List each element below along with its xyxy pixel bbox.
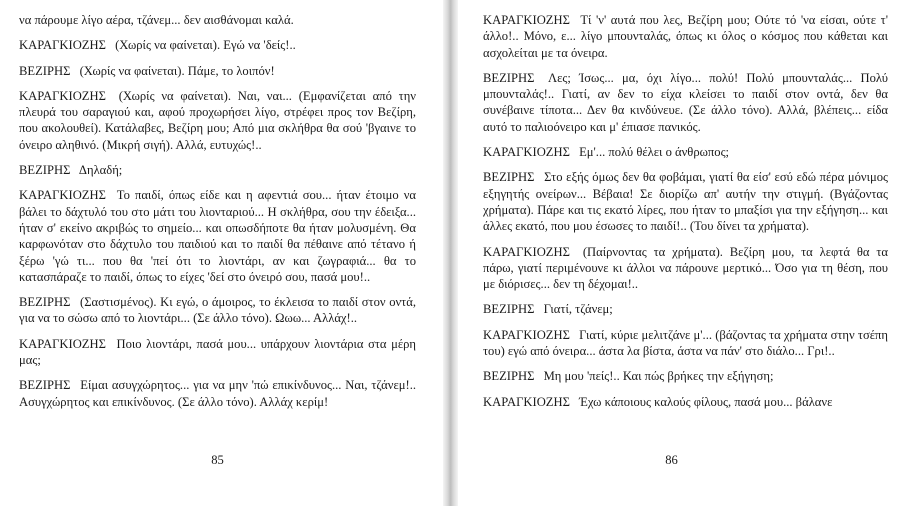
dialogue-text: Εμ'... πολύ θέλει ο άνθρωπος; bbox=[579, 145, 730, 160]
page-number: 86 bbox=[665, 453, 678, 467]
speaker-name: ΒΕΖΙΡΗΣ bbox=[19, 63, 71, 78]
paragraph bbox=[483, 301, 888, 317]
dialogue-text: Έχω κάποιους καλούς φίλους, πασά μου... βάλανε bbox=[579, 394, 833, 409]
paragraph bbox=[483, 368, 888, 384]
left-page bbox=[0, 0, 443, 506]
paragraph bbox=[19, 63, 416, 79]
dialogue-text: (Χωρίς να φαίνεται). Πάμε, το λοιπόν! bbox=[79, 63, 275, 78]
paragraph bbox=[19, 377, 416, 410]
speaker-name: ΒΕΖΙΡΗΣ bbox=[483, 302, 535, 317]
paragraph bbox=[19, 336, 416, 369]
dialogue-text: Γιατί, κύριε μελιτζάνε μ'... (βάζοντας τα χρήματα στην τσέπη του) εγώ από όνειρα... άστα λα βίστα, άστα να πάν' στο διάλο... Γρι!.. bbox=[483, 327, 888, 359]
dialogue-text: Στο εξής όμως δεν θα φοβάμαι, γιατί θα είσ' εσύ εδώ πέρα μόνιμος εξηγητής ονείρων... Βέβαια! Σε διορίζω απ' αυτήν την στιγμή. (Βγάζοντας χρήματα). Πάρε και τις εκατό λίρες, που ήταν το μπαξίσι για την εξήγηση... και άλλες εκατό, που μου έσωσες το παιδί!.. (Του δίνει τα χρήματα). bbox=[483, 170, 888, 234]
page-number: 85 bbox=[211, 453, 224, 467]
dialogue-text: να πάρουμε λίγο αέρα, τζάνεμ... δεν αισθάνομαι καλά. bbox=[19, 13, 294, 27]
speaker-name: ΚΑΡΑΓΚΙΟΖΗΣ bbox=[483, 145, 570, 160]
paragraph bbox=[483, 394, 888, 410]
paragraph bbox=[19, 187, 416, 285]
speaker-name: ΒΕΖΙΡΗΣ bbox=[19, 163, 71, 178]
speaker-name: ΚΑΡΑΓΚΙΟΖΗΣ bbox=[483, 13, 570, 27]
speaker-name: ΚΑΡΑΓΚΙΟΖΗΣ bbox=[483, 327, 570, 342]
paragraph bbox=[19, 12, 416, 28]
paragraph bbox=[483, 327, 888, 360]
paragraph bbox=[19, 294, 416, 327]
speaker-name: ΚΑΡΑΓΚΙΟΖΗΣ bbox=[19, 38, 106, 53]
dialogue-text: (Σαστισμένος). Κι εγώ, ο άμοιρος, το έκλεισα το παιδί στον οντά, για να το σώσω από το λιοντάρι... (Σε άλλο τόνο). Ωωω... Αλλάχ!.. bbox=[19, 295, 416, 326]
right-page-text bbox=[483, 12, 888, 419]
dialogue-text: (Παίρνοντας τα χρήματα). Βεζίρη μου, τα λεφτά θα τα πάρω, γιατί περιμένουνε κι άλλοι να πάρουνε μερτικό... Όσο για τη θέση, που με διόρισες... δεν τη δέχομαι!.. bbox=[483, 244, 888, 292]
paragraph bbox=[19, 37, 416, 53]
dialogue-text: (Χωρίς να φαίνεται). Εγώ να 'δείς!.. bbox=[115, 38, 296, 53]
speaker-name: ΚΑΡΑΓΚΙΟΖΗΣ bbox=[483, 394, 570, 409]
speaker-name: ΚΑΡΑΓΚΙΟΖΗΣ bbox=[19, 336, 106, 351]
paragraph bbox=[483, 244, 888, 293]
paragraph bbox=[483, 12, 888, 61]
paragraph bbox=[19, 162, 416, 178]
right-page bbox=[458, 0, 901, 506]
dialogue-text: Δηλαδή; bbox=[78, 163, 123, 178]
dialogue-text: Λες; Ίσως... μα, όχι λίγο... πολύ! Πολύ μπουνταλάς... Πολύ μπουνταλάς!.. Γιατί, αν δεν το είχα κλείσει το παιδί στον οντά, δεν θα συνέβαινε τίποτα... Δεν θα κινδύνευε. (Σε άλλο τόνο). Αλλά, βλέπεις... είδα αυτό το παλιοόνειρο και μ' έπιασε πανικός. bbox=[483, 70, 888, 134]
dialogue-text: Το παιδί, όπως είδε και η αφεντιά σου... ήταν έτοιμο να βάλει το δάχτυλό του στο μάτι του λιονταριού... Η σκλήθρα, σου την έδειξα... ήταν σ' εκείνο ακριβώς το σημείο... και οπωσδήποτε θα ήταν μολυσμένη. Θα καρφωνόταν στο δάχτυλο του παιδιού και το παιδί θα πέθαινε από τέτανο ή ξέρω 'γώ τι... που θα 'πεί ότι το λιοντάρι, αν και ζωγραφιά... θα το κατασπάραζε το παιδί, όπως το είχες 'δεί στο όνειρό σου, πασά μου!.. bbox=[19, 188, 416, 284]
speaker-name: ΒΕΖΙΡΗΣ bbox=[483, 170, 535, 185]
speaker-name: ΒΕΖΙΡΗΣ bbox=[19, 295, 71, 310]
paragraph bbox=[19, 88, 416, 153]
dialogue-text: Είμαι ασυγχώρητος... για να μην 'πώ επικίνδυνος... Ναι, τζάνεμ!.. Ασυγχώρητος και επικίνδυνος. (Σε άλλο τόνο). Αλλάχ κερίμ! bbox=[19, 378, 416, 409]
speaker-name: ΚΑΡΑΓΚΙΟΖΗΣ bbox=[483, 244, 570, 259]
speaker-name: ΒΕΖΙΡΗΣ bbox=[483, 369, 535, 384]
left-page-text bbox=[19, 12, 416, 419]
dialogue-text: Τί 'ν' αυτά που λες, Βεζίρη μου; Ούτε τό 'να είσαι, ούτε τ' άλλο!.. Μόνο, ε... λίγο μπουνταλάς, όπως κι όλος ο κόσμος που κάθεται και ασχολείται με τα όνειρα. bbox=[483, 13, 888, 60]
speaker-name: ΚΑΡΑΓΚΙΟΖΗΣ bbox=[19, 88, 106, 103]
speaker-name: ΚΑΡΑΓΚΙΟΖΗΣ bbox=[19, 188, 106, 203]
dialogue-text: Ποιο λιοντάρι, πασά μου... υπάρχουν λιοντάρια στα μέρη μας; bbox=[19, 336, 416, 368]
speaker-name: ΒΕΖΙΡΗΣ bbox=[483, 70, 535, 85]
dialogue-text: Γιατί, τζάνεμ; bbox=[543, 302, 613, 317]
paragraph bbox=[483, 70, 888, 135]
dialogue-text: Μη μου 'πείς!.. Και πώς βρήκες την εξήγηση; bbox=[543, 369, 774, 384]
speaker-name: ΒΕΖΙΡΗΣ bbox=[19, 378, 71, 393]
paragraph bbox=[483, 144, 888, 160]
paragraph bbox=[483, 169, 888, 234]
book-gutter bbox=[443, 0, 458, 506]
dialogue-text: (Χωρίς να φαίνεται). Ναι, ναι... (Εμφανίζεται από την πλευρά του σαραγιού και, αφού προχωρήσει λίγο, στρέφει προς τον Βεζίρη, που ακολουθεί). Κατάλαβες, Βεζίρη μου; Από μια σκλήθρα θα σού 'βγαινε το όνειρο αληθινό. (Μικρή σιγή). Αλλά, ευτυχώς!.. bbox=[19, 88, 416, 152]
